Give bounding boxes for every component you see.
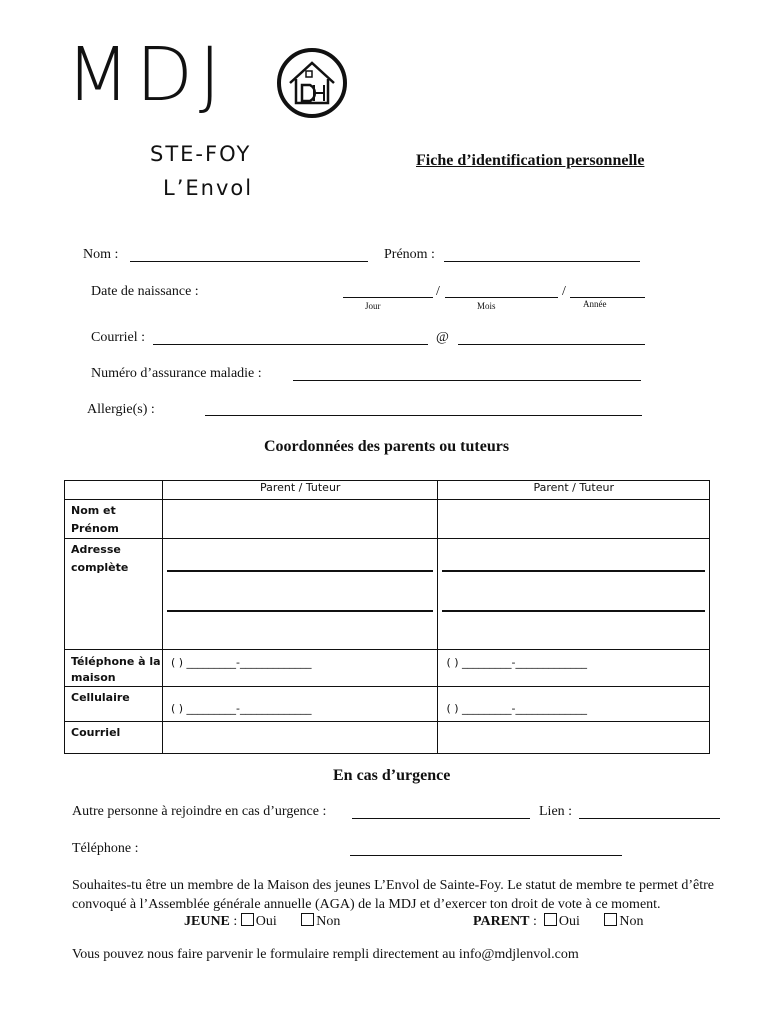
row-label-cellulaire: Cellulaire (65, 687, 163, 722)
courriel-label: Courriel : (91, 330, 146, 345)
address-line[interactable] (442, 610, 705, 612)
parent-oui-checkbox[interactable] (544, 913, 557, 926)
allergies-label: Allergie(s) : (87, 402, 155, 417)
parent-colon: : (533, 914, 537, 929)
phone-template: ( ) _________-_____________ (170, 656, 312, 669)
table-corner (65, 481, 163, 500)
row-label-courriel: Courriel (65, 722, 163, 754)
lien-field[interactable] (579, 818, 720, 819)
phone-template: ( ) _________-_____________ (446, 656, 587, 669)
parent2-adresse-cell[interactable] (438, 539, 710, 650)
parents-table (64, 480, 710, 754)
telephone-urgence-field[interactable] (350, 855, 622, 856)
parent2-courriel-cell[interactable] (438, 722, 710, 754)
parent1-cellulaire-cell[interactable] (162, 687, 438, 722)
parent1-nom-cell[interactable] (162, 500, 438, 539)
footer-text: Vous pouvez nous faire parvenir le formulaire rempli directement au info@mdjlenvol.com (72, 947, 579, 962)
form-title: Fiche d’identification personnelle (416, 152, 645, 169)
annee-field[interactable] (570, 297, 645, 298)
nom-field[interactable] (130, 261, 368, 262)
courriel-user-field[interactable] (153, 344, 428, 345)
jeune-label: JEUNE (184, 914, 230, 929)
phone-template: ( ) _________-_____________ (446, 702, 587, 715)
logo-subtitle-lenvol: L’Envol (163, 176, 254, 200)
annee-caption: Année (583, 299, 607, 309)
address-line[interactable] (167, 610, 434, 612)
parents-heading: Coordonnées des parents ou tuteurs (264, 438, 510, 455)
parent1-telephone-cell[interactable] (162, 650, 438, 687)
parent-choice (473, 913, 644, 930)
address-line[interactable] (442, 570, 705, 572)
parent2-nom-cell[interactable] (438, 500, 710, 539)
parent-non-checkbox[interactable] (604, 913, 617, 926)
row-label-telephone: Téléphone à la maison (65, 650, 163, 687)
jeune-colon: : (233, 914, 238, 929)
parent-oui-label: Oui (558, 914, 580, 929)
jeune-oui-checkbox[interactable] (241, 913, 254, 926)
allergies-field[interactable] (205, 415, 642, 416)
autre-personne-field[interactable] (352, 818, 530, 819)
phone-template: ( ) _________-_____________ (170, 702, 312, 715)
parent1-courriel-cell[interactable] (162, 722, 438, 754)
telephone-urgence-label: Téléphone : (72, 841, 139, 856)
prenom-label: Prénom : (384, 247, 435, 262)
jeune-choice (184, 913, 340, 930)
urgence-heading: En cas d’urgence (333, 767, 451, 784)
membership-text: Souhaites-tu être un membre de la Maison des jeunes L’Envol de Sainte-Foy. Le statut de membre te permet d’être convoqué à l’Assemblée générale annuelle (AGA) de la MDJ et d’exercer ton droit de vote à ce moment. (72, 878, 714, 912)
date-naissance-label: Date de naissance : (91, 284, 199, 299)
nam-label: Numéro d’assurance maladie : (91, 366, 262, 381)
date-slash-2: / (562, 284, 566, 299)
at-sign: @ (436, 330, 449, 345)
logo-mdj-text: MDJ (66, 32, 227, 118)
col-header-parent-1: Parent / Tuteur (162, 481, 438, 500)
parent2-telephone-cell[interactable] (438, 650, 710, 687)
row-label-adresse: Adresse complète (65, 539, 163, 650)
jour-field[interactable] (343, 297, 433, 298)
jeune-non-label: Non (316, 914, 341, 929)
autre-personne-label: Autre personne à rejoindre en cas d’urgence : (72, 804, 327, 819)
lien-label: Lien : (539, 804, 573, 819)
courriel-domain-field[interactable] (458, 344, 645, 345)
parent-label: PARENT (473, 914, 530, 929)
nom-label: Nom : (83, 247, 119, 262)
jour-caption: Jour (365, 301, 381, 311)
jeune-oui-label: Oui (255, 914, 277, 929)
row-label-nom-prenom: Nom et Prénom (65, 500, 163, 539)
nam-field[interactable] (293, 380, 641, 381)
mois-caption: Mois (477, 301, 496, 311)
jeune-non-checkbox[interactable] (301, 913, 314, 926)
parent2-cellulaire-cell[interactable] (438, 687, 710, 722)
date-slash-1: / (436, 284, 440, 299)
col-header-parent-2: Parent / Tuteur (438, 481, 710, 500)
logo-subtitle-ste-foy: STE-FOY (150, 142, 252, 166)
mois-field[interactable] (445, 297, 558, 298)
house-logo-icon (276, 47, 348, 119)
parent-non-label: Non (619, 914, 644, 929)
address-line[interactable] (167, 570, 434, 572)
parent1-adresse-cell[interactable] (162, 539, 438, 650)
prenom-field[interactable] (444, 261, 640, 262)
